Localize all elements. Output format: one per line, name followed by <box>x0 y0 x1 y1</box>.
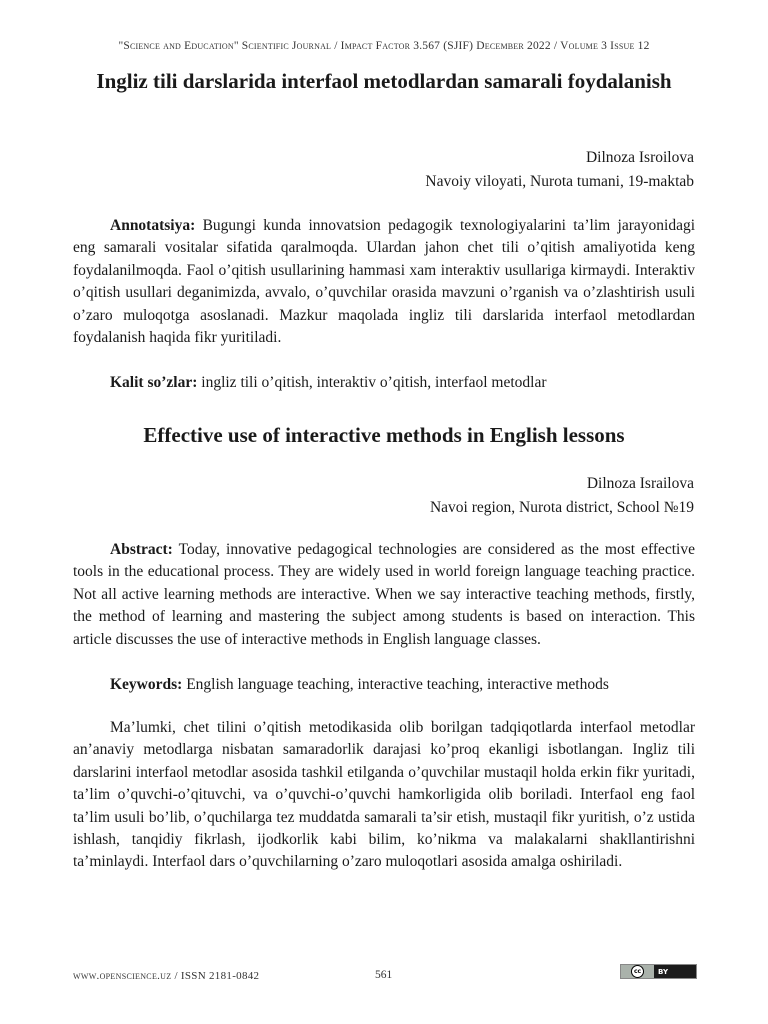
abstract-label-en: Abstract: <box>110 541 173 558</box>
author-affiliation-uz: Navoiy viloyati, Nurota tumani, 19-maktab <box>425 173 694 190</box>
keywords-label-uz: Kalit so’zlar: <box>110 374 198 391</box>
abstract-uz <box>73 215 695 349</box>
author-name-en: Dilnoza Israilova <box>586 475 694 492</box>
abstract-text-en: Today, innovative pedagogical technologies are considered as the most effective tools in the educational process. They are widely used in world foreign language teaching practice. Not all active learning methods are interactive. When we say interactive teaching methods, firstly, the method of learning and mastering the subject among students is based on interaction. This article discusses the use of interactive methods in English language classes. <box>73 541 695 648</box>
keywords-uz <box>73 372 695 394</box>
cc-icon: cc <box>631 965 644 978</box>
keywords-text-en: English language teaching, interactive teaching, interactive methods <box>182 676 609 693</box>
cc-by-label: BY <box>658 967 669 976</box>
page-number: 561 <box>375 969 393 981</box>
abstract-en <box>73 539 695 651</box>
author-affiliation-en: Navoi region, Nurota district, School №19 <box>429 499 694 516</box>
author-block-en <box>430 472 694 520</box>
journal-header: "Science and Education" Scientific Journal / Impact Factor 3.567 (SJIF) December 2022 / Volume 3 Issue 12 <box>118 40 650 52</box>
article-title-uz: Ingliz tili darslarida interfaol metodlardan samarali foydalanish <box>96 69 672 93</box>
keywords-label-en: Keywords: <box>110 676 183 693</box>
body-paragraph: Ma’lumki, chet tilini o’qitish metodikasida olib borilgan tadqiqotlarda interfaol metodlar an’anaviy metodlarga nisbatan samaradorlik darajasi ko’proq ekanligi isbotlangan. Ingliz tili darslarini interfaol metodlar asosida tashkil etilganda o’quvchilar mustaqil holda erkin fikr yuritadi, ta’lim o’quvchi-o’qituvchi, va o’quvchi-o’quvchi hamkorligida olib boriladi. Interfaol eng faol ta’lim usuli bo’lib, o’quchilarga tez muddatda samarali ta’sir etish, mustaqil fikr yuritish, o’z ustida ishlash, tanqidiy fikrlash, ijodkorlik kabi bilim, ko’nikma va malakalarni shakllantirishni ta’minlaydi. Interfaol dars o’quvchilarning o’zaro muloqotlari asosida amalga oshiriladi. <box>73 719 695 871</box>
cc-license-badge <box>620 964 697 979</box>
author-block-uz <box>425 146 694 194</box>
abstract-label-uz: Annotatsiya: <box>110 217 196 234</box>
footer-site-issn: www.openscience.uz / ISSN 2181-0842 <box>73 970 260 982</box>
keywords-text-uz: ingliz tili o’qitish, interaktiv o’qitish, interfaol metodlar <box>197 374 547 391</box>
author-name-uz: Dilnoza Isroilova <box>585 149 694 166</box>
article-title-en: Effective use of interactive methods in English lessons <box>143 423 625 447</box>
abstract-text-uz: Bugungi kunda innovatsion pedagogik texnologiyalarini ta’lim jarayonidagi eng samarali vositalar sifatida qaralmoqda. Ulardan jahon chet tili o’qitish amaliyotida keng foydalanilmoqda. Faol o’qitish usullarining hammasi xam interaktiv usullariga kirmaydi. Interaktiv o’qitish usullari deganimizda, avvalo, o’quvchilar orasida mavzuni o’rganish va o’zlashtirish usuli o’zaro muloqotga asoslanadi. Mazkur maqolada ingliz tili darslarida interfaol metodlardan foydalanish haqida fikr yuritiladi. <box>73 217 695 347</box>
cc-logo-area <box>621 965 654 978</box>
keywords-en <box>73 674 695 696</box>
